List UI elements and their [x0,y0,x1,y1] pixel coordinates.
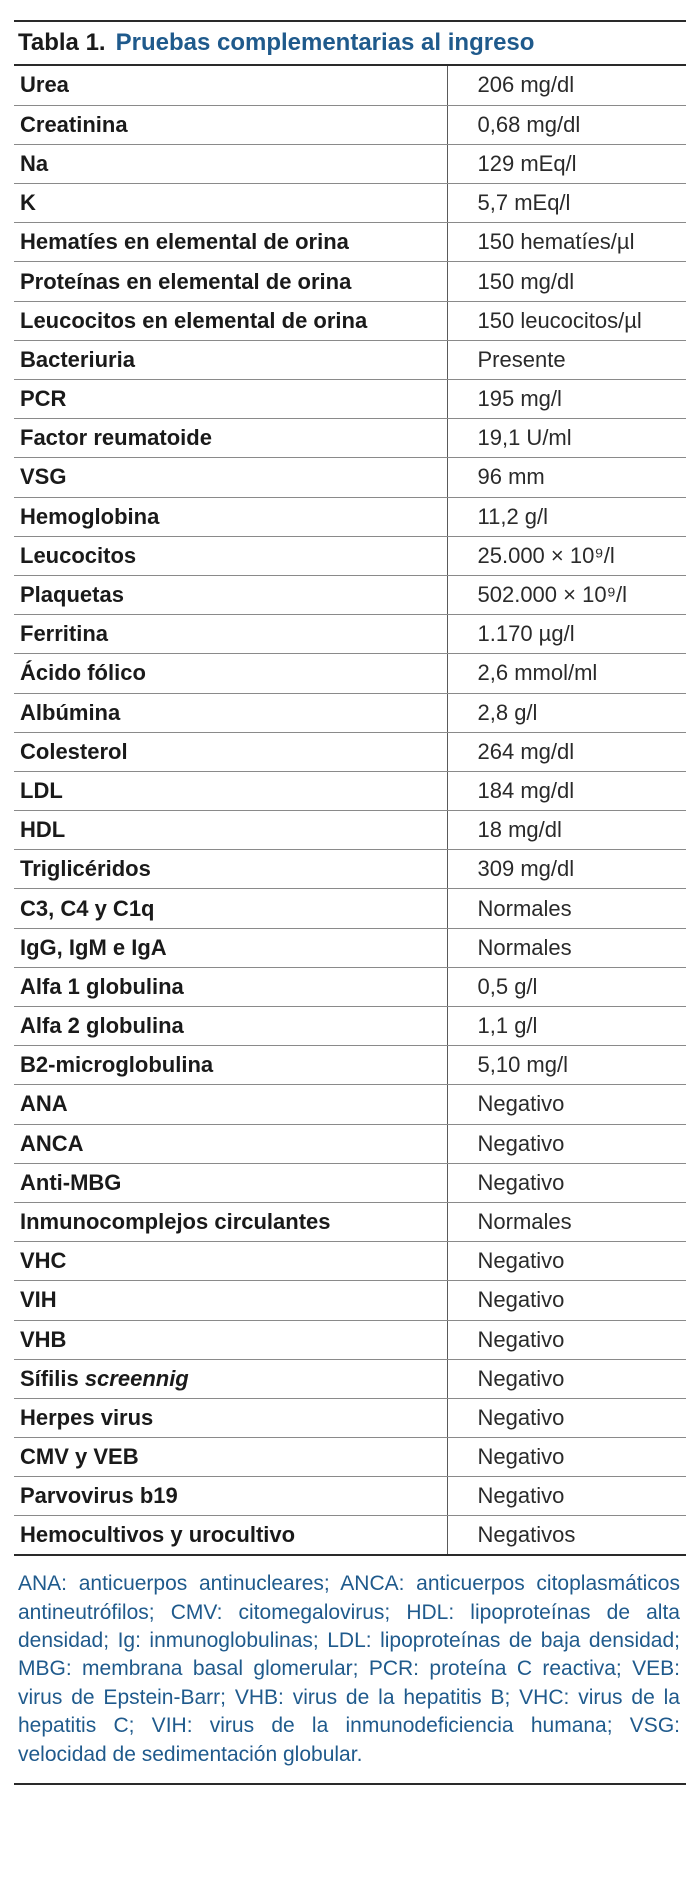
parameter-cell [14,575,447,614]
value-cell: Normales [447,889,686,928]
parameter-label: Inmunocomplejos circulantes [20,1209,331,1235]
parameter-label: Triglicéridos [20,856,151,882]
parameter-cell [14,66,447,105]
table-row [14,419,686,458]
parameter-cell [14,1516,447,1555]
parameter-cell [14,1202,447,1241]
table-row [14,223,686,262]
value-cell: Negativo [447,1320,686,1359]
value-cell: 150 hematíes/µl [447,223,686,262]
value-cell: 502.000 × 10⁹/l [447,575,686,614]
parameter-cell [14,144,447,183]
parameter-cell [14,1477,447,1516]
parameter-cell [14,771,447,810]
table-row [14,1007,686,1046]
value-cell: 0,5 g/l [447,967,686,1006]
value-cell: 195 mg/l [447,380,686,419]
value-cell: Negativo [447,1438,686,1477]
parameter-label: Colesterol [20,738,128,764]
parameter-cell [14,1398,447,1437]
table-row [14,1202,686,1241]
value-cell: 5,10 mg/l [447,1046,686,1085]
parameter-cell [14,223,447,262]
value-cell: 129 mEq/l [447,144,686,183]
parameter-label: HDL [20,817,66,843]
parameter-cell [14,1438,447,1477]
parameter-label: Leucocitos en elemental de orina [20,307,368,333]
parameter-label: Ferritina [20,621,109,647]
table-row [14,458,686,497]
value-cell: 1.170 µg/l [447,615,686,654]
parameter-label: VSG [20,464,67,490]
value-cell: 25.000 × 10⁹/l [447,536,686,575]
table-row [14,1281,686,1320]
value-cell: 1,1 g/l [447,1007,686,1046]
parameter-label: C3, C4 y C1q [20,895,155,921]
value-cell: Negativo [447,1477,686,1516]
parameter-cell [14,1085,447,1124]
value-cell: 206 mg/dl [447,66,686,105]
table-row [14,1359,686,1398]
parameter-label: Parvovirus b19 [20,1483,178,1509]
parameter-label: Leucocitos [20,542,137,568]
parameter-label: Herpes virus [20,1404,154,1430]
table-row [14,1516,686,1555]
value-cell: 11,2 g/l [447,497,686,536]
value-cell: 2,6 mmol/ml [447,654,686,693]
table-title [14,22,686,66]
value-cell: 184 mg/dl [447,771,686,810]
table-row [14,301,686,340]
table-row [14,811,686,850]
parameter-cell [14,1163,447,1202]
value-cell: Normales [447,928,686,967]
parameter-label: VIH [20,1287,57,1313]
value-cell: 150 leucocitos/µl [447,301,686,340]
parameter-cell [14,928,447,967]
parameter-label: Plaquetas [20,582,124,608]
parameter-label: Alfa 1 globulina [20,973,184,999]
parameter-label: Anti-MBG [20,1169,122,1195]
table-row [14,850,686,889]
value-cell: Negativo [447,1281,686,1320]
value-cell: Normales [447,1202,686,1241]
parameter-cell [14,732,447,771]
value-cell: 264 mg/dl [447,732,686,771]
table-row [14,340,686,379]
table-row [14,967,686,1006]
value-cell: 2,8 g/l [447,693,686,732]
table-row [14,889,686,928]
value-cell: 5,7 mEq/l [447,184,686,223]
table-row [14,615,686,654]
parameter-label: Ácido fólico [20,660,146,686]
parameter-label: Bacteriuria [20,346,135,372]
parameter-label: ANA [20,1091,68,1117]
parameter-cell [14,615,447,654]
table-number: Tabla 1. [18,29,106,56]
parameter-cell [14,1359,447,1398]
table-row [14,1124,686,1163]
parameter-cell [14,340,447,379]
parameter-cell [14,1124,447,1163]
parameter-cell [14,811,447,850]
table-row [14,1046,686,1085]
parameter-label: Hemocultivos y urocultivo [20,1522,296,1548]
parameter-label: Hemoglobina [20,503,160,529]
parameter-label: Alfa 2 globulina [20,1013,184,1039]
value-cell: Negativo [447,1359,686,1398]
parameter-cell [14,105,447,144]
lab-table-container [14,20,686,1785]
parameter-cell [14,1007,447,1046]
parameter-cell [14,262,447,301]
table-row [14,1398,686,1437]
lab-results-body [14,66,686,1555]
table-row [14,1438,686,1477]
table-row [14,693,686,732]
parameter-label: ANCA [20,1130,84,1156]
parameter-label: VHB [20,1326,67,1352]
parameter-cell [14,301,447,340]
parameter-label: K [20,190,36,216]
table-row [14,380,686,419]
table-row [14,928,686,967]
parameter-cell [14,536,447,575]
table-row [14,497,686,536]
parameter-label: Creatinina [20,111,128,137]
parameter-cell [14,1281,447,1320]
table-row [14,1477,686,1516]
parameter-cell [14,419,447,458]
value-cell: Negativo [447,1163,686,1202]
table-row [14,1085,686,1124]
lab-results-table [14,66,686,1556]
parameter-label: Na [20,150,49,176]
parameter-label: Hematíes en elemental de orina [20,229,349,255]
parameter-label: VHC [20,1248,67,1274]
parameter-cell [14,693,447,732]
value-cell: Negativo [447,1242,686,1281]
parameter-cell [14,497,447,536]
value-cell: 19,1 U/ml [447,419,686,458]
parameter-label: Albúmina [20,699,121,725]
table-footnote: ANA: anticuerpos antinucleares; ANCA: anticuerpos citoplasmáticos antineutrófilos; CMV: citomegalovirus; HDL: lipoproteínas de alta densidad; Ig: inmunoglobulinas; LDL: lipoproteínas de baja densidad; MBG: membrana basal glomerular; PCR: proteína C reactiva; VEB: virus de Epstein-Barr; VHB: virus de la hepatitis B; VHC: virus de la hepatitis C; VIH: virus de la inmunodeficiencia humana; VSG: velocidad de sedimentación globular. [18,1572,680,1766]
parameter-label: PCR [20,386,67,412]
parameter-cell [14,967,447,1006]
value-cell: Negativo [447,1085,686,1124]
table-row [14,1163,686,1202]
bottom-rule [14,1783,686,1785]
parameter-label: Proteínas en elemental de orina [20,268,352,294]
parameter-label: Urea [20,72,69,98]
value-cell: Negativo [447,1124,686,1163]
parameter-cell [14,850,447,889]
table-row [14,771,686,810]
parameter-label: LDL [20,777,63,803]
table-caption: Pruebas complementarias al ingreso [115,29,535,56]
value-cell: 18 mg/dl [447,811,686,850]
table-row [14,66,686,105]
parameter-label: IgG, IgM e IgA [20,934,167,960]
parameter-cell [14,654,447,693]
value-cell: 96 mm [447,458,686,497]
parameter-cell [14,380,447,419]
table-row [14,262,686,301]
parameter-label: Factor reumatoide [20,425,212,451]
table-row [14,654,686,693]
table-row [14,575,686,614]
parameter-label: Sífilis [20,1365,79,1391]
table-row [14,536,686,575]
table-row [14,732,686,771]
parameter-label: CMV y VEB [20,1444,139,1470]
parameter-cell [14,458,447,497]
parameter-cell [14,1320,447,1359]
value-cell: Presente [447,340,686,379]
table-row [14,1320,686,1359]
table-row [14,105,686,144]
parameter-cell [14,184,447,223]
table-row [14,1242,686,1281]
table-row [14,184,686,223]
value-cell: 309 mg/dl [447,850,686,889]
value-cell: 150 mg/dl [447,262,686,301]
parameter-label: B2-microglobulina [20,1052,214,1078]
value-cell: Negativo [447,1398,686,1437]
parameter-cell [14,1046,447,1085]
value-cell: 0,68 mg/dl [447,105,686,144]
value-cell: Negativos [447,1516,686,1555]
parameter-cell [14,889,447,928]
table-row [14,144,686,183]
parameter-italic-label: screennig [84,1365,189,1391]
parameter-cell [14,1242,447,1281]
